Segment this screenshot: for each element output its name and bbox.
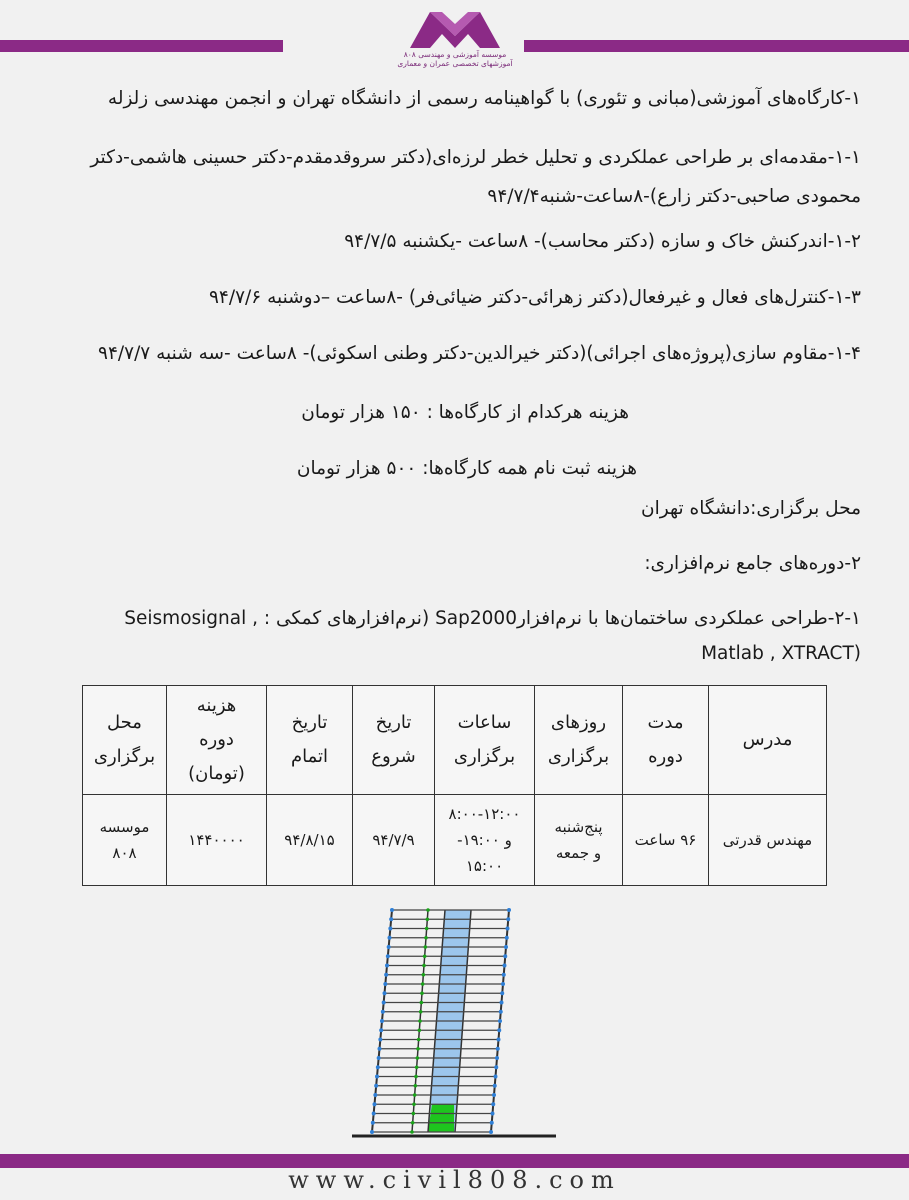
item-1-2: ۱-۲-اندرکنش خاک و سازه (دکتر محاسب)- ۸ساعت -یکشنبه ۹۴/۷/۵ (344, 231, 861, 252)
table-header-cell: مدرس (709, 686, 827, 795)
table-header-row (83, 686, 827, 795)
item-2-1-line2: Matlab , XTRACT) (701, 643, 861, 664)
table-header-cell: هزینه دوره (تومان) (167, 686, 267, 795)
table-header-cell: تاریخ اتمام (267, 686, 353, 795)
course-schedule-table (82, 685, 827, 886)
item-1-4: ۱-۴-مقاوم سازی(پروژه‌های اجرائی)(دکتر خیرالدین-دکتر وطنی اسکوئی)- ۸ساعت -سه شنبه ۹۴/۷/۷ (98, 343, 861, 364)
table-header-cell: تاریخ شروع (353, 686, 435, 795)
fee-each-workshop: هزینه هرکدام از کارگاه‌ها : ۱۵۰ هزار تومان (301, 402, 629, 423)
table-row (83, 795, 827, 886)
item-2-1-line1: ۲-۱-طراحی عملکردی ساختمان‌ها با نرم‌افزارSap2000 (نرم‌افزارهای کمکی : , Seismosignal (124, 608, 861, 629)
table-cell: ۹۴/۷/۹ (353, 795, 435, 886)
fee-all-workshops: هزینه ثبت نام همه کارگاه‌ها: ۵۰۰ هزار تومان (296, 458, 637, 479)
venue-text: محل برگزاری:دانشگاه تهران (641, 498, 861, 519)
logo (390, 10, 520, 74)
header-bar-right (524, 40, 909, 52)
header-bar-left (0, 40, 283, 52)
table-cell: ۹۶ ساعت (623, 795, 709, 886)
table-cell: موسسه ۸۰۸ (83, 795, 167, 886)
table-cell: پنج‌شنبه و جمعه (535, 795, 623, 886)
logo-text-line1: موسسه آموزشی و مهندسی ۸۰۸ (403, 50, 507, 59)
table-cell: ۹۴/۸/۱۵ (267, 795, 353, 886)
logo-text-line2: آموزشهای تخصصی عمران و معماری (397, 59, 513, 68)
table-cell: ۸:۰۰-۱۲:۰۰ و ۱۹:۰۰- ۱۵:۰۰ (435, 795, 535, 886)
building-model-illustration (350, 904, 560, 1140)
table-cell: مهندس قدرتی (709, 795, 827, 886)
table-header-cell: مدت دوره (623, 686, 709, 795)
table-header-cell: روزهای برگزاری (535, 686, 623, 795)
section-2-heading: ۲-دوره‌های جامع نرم‌افزاری: (644, 553, 861, 574)
section-1-heading: ۱-کارگاه‌های آموزشی(مبانی و تئوری) با گواهینامه رسمی از دانشگاه تهران و انجمن مهندسی زلزله (107, 88, 861, 109)
item-1-3: ۱-۳-کنترل‌های فعال و غیرفعال(دکتر زهرائی-دکتر ضیائی‌فر) -۸ساعت –دوشنبه ۹۴/۷/۶ (209, 287, 861, 308)
table-header-cell: ساعات برگزاری (435, 686, 535, 795)
item-1-1-line1: ۱-۱-مقدمه‌ای بر طراحی عملکردی و تحلیل خطر لرزه‌ای(دکتر سروقدمقدم-دکتر حسینی هاشمی-دکتر (90, 147, 861, 168)
logo-mark-icon (408, 10, 502, 50)
table-cell: ۱۴۴۰۰۰۰ (167, 795, 267, 886)
item-1-1-line2: محمودی صاحبی-دکتر زارع)-۸ساعت-شنبه۹۴/۷/۴ (487, 186, 861, 207)
website-url: www.civil808.com (288, 1166, 621, 1194)
table-header-cell: محل برگزاری (83, 686, 167, 795)
